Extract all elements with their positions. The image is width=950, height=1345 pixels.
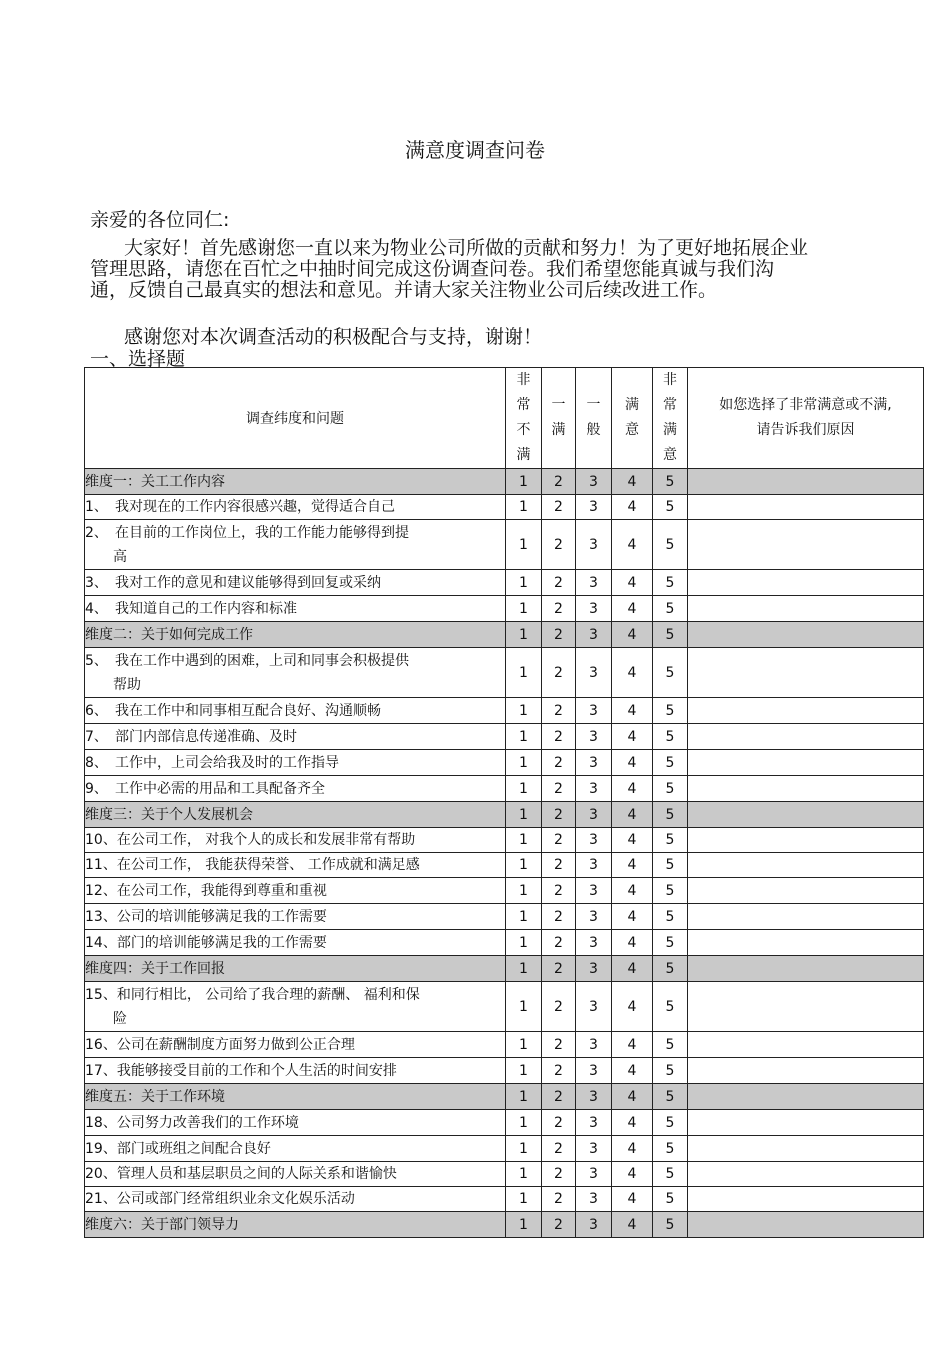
score-option[interactable]: 2 bbox=[542, 802, 576, 828]
reason-cell[interactable] bbox=[688, 469, 924, 495]
score-option[interactable]: 2 bbox=[542, 648, 576, 698]
salutation: 亲爱的各位同仁: bbox=[90, 209, 230, 231]
question-number: 19、 bbox=[85, 1140, 117, 1157]
question-text bbox=[85, 982, 506, 1032]
question-label: 我在工作中遇到的困难，上司和同事会积极提供 bbox=[115, 652, 409, 669]
question-label: 部门内部信息传递准确、及时 bbox=[115, 728, 297, 745]
score-option[interactable]: 5 bbox=[653, 828, 688, 853]
score-option[interactable]: 2 bbox=[542, 750, 576, 776]
question-row bbox=[85, 750, 924, 776]
score-option[interactable]: 2 bbox=[542, 1162, 576, 1187]
question-text bbox=[85, 1187, 506, 1212]
question-text bbox=[85, 495, 506, 520]
question-text bbox=[85, 930, 506, 956]
score-option[interactable]: 1 bbox=[506, 1032, 542, 1058]
question-row bbox=[85, 878, 924, 904]
score-option[interactable]: 2 bbox=[542, 1187, 576, 1212]
score-option[interactable]: 1 bbox=[506, 982, 542, 1032]
score-option[interactable]: 1 bbox=[506, 648, 542, 698]
dimension-label: 维度五：关于工作环境 bbox=[85, 1084, 506, 1110]
question-number: 4、 bbox=[85, 600, 108, 617]
header-scale-1 bbox=[506, 368, 542, 469]
score-option[interactable]: 5 bbox=[653, 648, 688, 698]
score-option[interactable]: 5 bbox=[653, 1136, 688, 1162]
reason-cell[interactable] bbox=[688, 878, 924, 904]
score-option[interactable]: 1 bbox=[506, 1058, 542, 1084]
score-option[interactable]: 2 bbox=[542, 724, 576, 750]
score-option[interactable]: 1 bbox=[506, 570, 542, 596]
score-option[interactable]: 2 bbox=[542, 878, 576, 904]
score-option[interactable]: 4 bbox=[612, 878, 653, 904]
score-option[interactable]: 3 bbox=[576, 776, 612, 802]
question-label: 我对现在的工作内容很感兴趣，觉得适合自己 bbox=[115, 499, 395, 515]
dimension-row bbox=[85, 469, 924, 495]
header-scale-char: 不 bbox=[516, 422, 531, 438]
question-number: 17、 bbox=[85, 1062, 117, 1079]
score-option[interactable]: 4 bbox=[612, 520, 653, 570]
score-option[interactable]: 5 bbox=[653, 802, 688, 828]
score-option[interactable]: 1 bbox=[506, 1187, 542, 1212]
reason-cell[interactable] bbox=[688, 828, 924, 853]
reason-cell[interactable] bbox=[688, 724, 924, 750]
score-option[interactable]: 3 bbox=[576, 648, 612, 698]
header-scale-4 bbox=[612, 368, 653, 469]
question-label: 工作中，上司会给我及时的工作指导 bbox=[115, 754, 339, 771]
score-option[interactable]: 1 bbox=[506, 1110, 542, 1136]
question-text bbox=[85, 596, 506, 622]
score-option[interactable]: 4 bbox=[612, 1162, 653, 1187]
header-scale-char: 满 bbox=[551, 422, 566, 438]
score-option[interactable]: 2 bbox=[542, 982, 576, 1032]
question-text bbox=[85, 1110, 506, 1136]
question-label: 在公司工作， 我能获得荣誉、 工作成就和满足感 bbox=[116, 857, 420, 873]
header-scale-char: 意 bbox=[625, 422, 639, 438]
question-number: 16、 bbox=[85, 1036, 117, 1053]
header-scale-char: 满 bbox=[516, 447, 531, 463]
score-option[interactable]: 5 bbox=[653, 596, 688, 622]
reason-cell[interactable] bbox=[688, 570, 924, 596]
score-option[interactable]: 5 bbox=[653, 1032, 688, 1058]
question-label: 在公司工作，我能得到尊重和重视 bbox=[116, 882, 327, 899]
question-row bbox=[85, 724, 924, 750]
score-option[interactable]: 3 bbox=[576, 982, 612, 1032]
score-option[interactable]: 2 bbox=[542, 469, 576, 495]
header-scale-char: 一 bbox=[551, 397, 566, 413]
score-option[interactable]: 2 bbox=[542, 1110, 576, 1136]
score-option[interactable]: 1 bbox=[506, 622, 542, 648]
question-label-continued: 险 bbox=[113, 1010, 127, 1027]
header-scale-char: 常 bbox=[516, 397, 531, 413]
score-option[interactable]: 4 bbox=[612, 1058, 653, 1084]
question-number: 20、 bbox=[85, 1166, 117, 1182]
question-number: 14、 bbox=[85, 934, 117, 951]
question-label: 部门的培训能够满足我的工作需要 bbox=[116, 934, 327, 951]
score-option[interactable]: 1 bbox=[506, 930, 542, 956]
score-option[interactable]: 5 bbox=[653, 1212, 688, 1238]
score-option[interactable]: 4 bbox=[612, 828, 653, 853]
document-title: 满意度调查问卷 bbox=[405, 138, 545, 162]
question-number: 13、 bbox=[85, 908, 117, 925]
score-option[interactable]: 2 bbox=[542, 956, 576, 982]
score-option[interactable]: 3 bbox=[576, 698, 612, 724]
score-option[interactable]: 3 bbox=[576, 802, 612, 828]
score-option[interactable]: 1 bbox=[506, 956, 542, 982]
dimension-row bbox=[85, 622, 924, 648]
score-option[interactable]: 3 bbox=[576, 878, 612, 904]
question-number: 15、 bbox=[85, 986, 117, 1003]
reason-cell[interactable] bbox=[688, 698, 924, 724]
score-option[interactable]: 4 bbox=[612, 622, 653, 648]
score-option[interactable]: 3 bbox=[576, 1212, 612, 1238]
reason-cell[interactable] bbox=[688, 1058, 924, 1084]
reason-cell[interactable] bbox=[688, 1084, 924, 1110]
score-option[interactable]: 2 bbox=[542, 1212, 576, 1238]
score-option[interactable]: 2 bbox=[542, 1136, 576, 1162]
reason-cell[interactable] bbox=[688, 1212, 924, 1238]
score-option[interactable]: 3 bbox=[576, 1110, 612, 1136]
score-option[interactable]: 1 bbox=[506, 724, 542, 750]
score-option[interactable]: 5 bbox=[653, 469, 688, 495]
score-option[interactable]: 5 bbox=[653, 956, 688, 982]
score-option[interactable]: 4 bbox=[612, 495, 653, 520]
score-option[interactable]: 3 bbox=[576, 828, 612, 853]
score-option[interactable]: 4 bbox=[612, 904, 653, 930]
header-scale-char: 意 bbox=[663, 447, 677, 463]
header-question: 调查纬度和问题 bbox=[85, 368, 506, 469]
score-option[interactable]: 1 bbox=[506, 596, 542, 622]
score-option[interactable]: 5 bbox=[653, 1187, 688, 1212]
question-label: 我能够接受目前的工作和个人生活的时间安排 bbox=[116, 1062, 397, 1079]
score-option[interactable]: 1 bbox=[506, 1212, 542, 1238]
score-option[interactable]: 1 bbox=[506, 1162, 542, 1187]
question-row bbox=[85, 1032, 924, 1058]
score-option[interactable]: 2 bbox=[542, 520, 576, 570]
question-row bbox=[85, 1136, 924, 1162]
question-label: 在目前的工作岗位上，我的工作能力能够得到提 bbox=[115, 524, 409, 541]
reason-cell[interactable] bbox=[688, 904, 924, 930]
question-row bbox=[85, 828, 924, 853]
question-text bbox=[85, 750, 506, 776]
reason-cell[interactable] bbox=[688, 1032, 924, 1058]
question-text bbox=[85, 698, 506, 724]
reason-cell[interactable] bbox=[688, 982, 924, 1032]
reason-cell[interactable] bbox=[688, 750, 924, 776]
dimension-label: 维度六：关于部门领导力 bbox=[85, 1212, 506, 1238]
score-option[interactable]: 3 bbox=[576, 853, 612, 878]
score-option[interactable]: 1 bbox=[506, 495, 542, 520]
score-option[interactable]: 4 bbox=[612, 1084, 653, 1110]
reason-cell[interactable] bbox=[688, 648, 924, 698]
score-option[interactable]: 3 bbox=[576, 1032, 612, 1058]
score-option[interactable]: 5 bbox=[653, 570, 688, 596]
reason-cell[interactable] bbox=[688, 596, 924, 622]
score-option[interactable]: 2 bbox=[542, 1058, 576, 1084]
dimension-label: 维度一：关工工作内容 bbox=[85, 469, 506, 495]
score-option[interactable]: 4 bbox=[612, 724, 653, 750]
question-number: 6、 bbox=[85, 702, 108, 719]
question-label: 公司努力改善我们的工作环境 bbox=[116, 1114, 299, 1131]
question-number: 5、 bbox=[85, 652, 108, 669]
score-option[interactable]: 2 bbox=[542, 1084, 576, 1110]
score-option[interactable]: 4 bbox=[612, 1187, 653, 1212]
reason-cell[interactable] bbox=[688, 1187, 924, 1212]
question-label: 我在工作中和同事相互配合良好、沟通顺畅 bbox=[115, 702, 381, 719]
score-option[interactable]: 2 bbox=[542, 495, 576, 520]
score-option[interactable]: 5 bbox=[653, 878, 688, 904]
dimension-label: 维度三：关于个人发展机会 bbox=[85, 802, 506, 828]
score-option[interactable]: 1 bbox=[506, 904, 542, 930]
question-text bbox=[85, 1136, 506, 1162]
score-option[interactable]: 2 bbox=[542, 570, 576, 596]
question-label: 在公司工作， 对我个人的成长和发展非常有帮助 bbox=[116, 832, 416, 848]
score-option[interactable]: 4 bbox=[612, 1212, 653, 1238]
reason-cell[interactable] bbox=[688, 776, 924, 802]
score-option[interactable]: 1 bbox=[506, 878, 542, 904]
question-number: 8、 bbox=[85, 754, 108, 771]
score-option[interactable]: 3 bbox=[576, 956, 612, 982]
score-option[interactable]: 2 bbox=[542, 698, 576, 724]
score-option[interactable]: 5 bbox=[653, 982, 688, 1032]
score-option[interactable]: 3 bbox=[576, 1084, 612, 1110]
score-option[interactable]: 1 bbox=[506, 520, 542, 570]
score-option[interactable]: 2 bbox=[542, 1032, 576, 1058]
question-label: 管理人员和基层职员之间的人际关系和谐愉快 bbox=[116, 1166, 397, 1182]
score-option[interactable]: 5 bbox=[653, 904, 688, 930]
score-option[interactable]: 2 bbox=[542, 930, 576, 956]
score-option[interactable]: 3 bbox=[576, 930, 612, 956]
survey-body bbox=[85, 469, 924, 1238]
header-reason-line: 请告诉我们原因 bbox=[756, 422, 855, 438]
question-number: 10、 bbox=[85, 832, 117, 848]
score-option[interactable]: 4 bbox=[612, 1136, 653, 1162]
question-label: 公司的培训能够满足我的工作需要 bbox=[116, 908, 327, 925]
score-option[interactable]: 3 bbox=[576, 570, 612, 596]
score-option[interactable]: 1 bbox=[506, 1136, 542, 1162]
question-row bbox=[85, 930, 924, 956]
reason-cell[interactable] bbox=[688, 956, 924, 982]
header-scale-char: 非 bbox=[663, 372, 677, 388]
score-option[interactable]: 2 bbox=[542, 776, 576, 802]
question-row bbox=[85, 1058, 924, 1084]
dimension-row bbox=[85, 802, 924, 828]
score-option[interactable]: 4 bbox=[612, 802, 653, 828]
question-number: 9、 bbox=[85, 780, 108, 797]
score-option[interactable]: 5 bbox=[653, 520, 688, 570]
question-label: 和同行相比， 公司给了我合理的薪酬、 福利和保 bbox=[116, 986, 420, 1003]
score-option[interactable]: 1 bbox=[506, 802, 542, 828]
score-option[interactable]: 1 bbox=[506, 1084, 542, 1110]
question-label: 我对工作的意见和建议能够得到回复或采纳 bbox=[115, 574, 381, 591]
question-text bbox=[85, 853, 506, 878]
question-text bbox=[85, 776, 506, 802]
score-option[interactable]: 5 bbox=[653, 930, 688, 956]
score-option[interactable]: 5 bbox=[653, 495, 688, 520]
reason-cell[interactable] bbox=[688, 1136, 924, 1162]
question-row bbox=[85, 853, 924, 878]
question-row bbox=[85, 570, 924, 596]
score-option[interactable]: 2 bbox=[542, 622, 576, 648]
score-option[interactable]: 4 bbox=[612, 570, 653, 596]
score-option[interactable]: 3 bbox=[576, 520, 612, 570]
header-reason-line: 如您选择了非常满意或不满, bbox=[719, 397, 892, 413]
question-text bbox=[85, 570, 506, 596]
dimension-row bbox=[85, 956, 924, 982]
score-option[interactable]: 3 bbox=[576, 724, 612, 750]
question-number: 3、 bbox=[85, 574, 108, 591]
question-text bbox=[85, 904, 506, 930]
question-row bbox=[85, 495, 924, 520]
score-option[interactable]: 2 bbox=[542, 904, 576, 930]
reason-cell[interactable] bbox=[688, 853, 924, 878]
header-scale-char: 一 bbox=[586, 397, 601, 413]
question-text bbox=[85, 724, 506, 750]
question-number: 1、 bbox=[85, 499, 108, 515]
score-option[interactable]: 3 bbox=[576, 1058, 612, 1084]
question-row bbox=[85, 982, 924, 1032]
score-option[interactable]: 4 bbox=[612, 596, 653, 622]
question-row bbox=[85, 596, 924, 622]
score-option[interactable]: 3 bbox=[576, 750, 612, 776]
question-row bbox=[85, 776, 924, 802]
score-option[interactable]: 3 bbox=[576, 1162, 612, 1187]
question-row bbox=[85, 520, 924, 570]
score-option[interactable]: 5 bbox=[653, 1162, 688, 1187]
score-option[interactable]: 1 bbox=[506, 469, 542, 495]
question-label: 工作中必需的用品和工具配备齐全 bbox=[115, 780, 325, 797]
dimension-row bbox=[85, 1084, 924, 1110]
question-text bbox=[85, 828, 506, 853]
reason-cell[interactable] bbox=[688, 1162, 924, 1187]
score-option[interactable]: 1 bbox=[506, 828, 542, 853]
score-option[interactable]: 5 bbox=[653, 1058, 688, 1084]
header-scale-char: 满 bbox=[625, 397, 639, 413]
question-row bbox=[85, 904, 924, 930]
question-row bbox=[85, 1162, 924, 1187]
score-option[interactable]: 4 bbox=[612, 1032, 653, 1058]
dimension-label: 维度四：关于工作回报 bbox=[85, 956, 506, 982]
question-text bbox=[85, 878, 506, 904]
score-option[interactable]: 5 bbox=[653, 724, 688, 750]
intro-paragraph: 大家好！首先感谢您一直以来为物业公司所做的贡献和努力！为了更好地拓展企业管理思路，请您在百忙之中抽时间完成这份调查问卷。我们希望您能真诚与我们沟通，反馈自己最真实的想法和意见。并请大家关注物业公司后续改进工作。 bbox=[90, 237, 809, 301]
question-label: 公司在薪酬制度方面努力做到公正合理 bbox=[116, 1036, 355, 1053]
score-option[interactable]: 4 bbox=[612, 982, 653, 1032]
question-label: 公司或部门经常组织业余文化娱乐活动 bbox=[116, 1191, 355, 1207]
question-text bbox=[85, 648, 506, 698]
header-scale-char: 满 bbox=[663, 422, 677, 438]
header-reason bbox=[688, 368, 924, 469]
score-option[interactable]: 4 bbox=[612, 930, 653, 956]
question-row bbox=[85, 698, 924, 724]
score-option[interactable]: 5 bbox=[653, 698, 688, 724]
survey-table bbox=[84, 367, 924, 1238]
score-option[interactable]: 3 bbox=[576, 495, 612, 520]
question-label-continued: 高 bbox=[113, 548, 127, 565]
score-option[interactable]: 4 bbox=[612, 698, 653, 724]
score-option[interactable]: 3 bbox=[576, 1187, 612, 1212]
score-option[interactable]: 2 bbox=[542, 828, 576, 853]
score-option[interactable]: 4 bbox=[612, 469, 653, 495]
dimension-label: 维度二：关于如何完成工作 bbox=[85, 622, 506, 648]
question-number: 11、 bbox=[85, 857, 117, 873]
score-option[interactable]: 3 bbox=[576, 596, 612, 622]
reason-cell[interactable] bbox=[688, 622, 924, 648]
question-text bbox=[85, 520, 506, 570]
question-number: 7、 bbox=[85, 728, 108, 745]
score-option[interactable]: 2 bbox=[542, 596, 576, 622]
header-scale-3 bbox=[576, 368, 612, 469]
score-option[interactable]: 1 bbox=[506, 750, 542, 776]
question-number: 21、 bbox=[85, 1191, 117, 1207]
table-header-row bbox=[85, 368, 924, 469]
reason-cell[interactable] bbox=[688, 520, 924, 570]
header-scale-5 bbox=[653, 368, 688, 469]
question-number: 18、 bbox=[85, 1114, 117, 1131]
score-option[interactable]: 5 bbox=[653, 622, 688, 648]
score-option[interactable]: 3 bbox=[576, 1136, 612, 1162]
score-option[interactable]: 3 bbox=[576, 469, 612, 495]
question-label: 我知道自己的工作内容和标准 bbox=[115, 600, 297, 617]
score-option[interactable]: 1 bbox=[506, 776, 542, 802]
section-title: 一、选择题 bbox=[90, 348, 186, 370]
score-option[interactable]: 5 bbox=[653, 1110, 688, 1136]
question-row bbox=[85, 1110, 924, 1136]
question-number: 12、 bbox=[85, 882, 117, 899]
question-text bbox=[85, 1058, 506, 1084]
score-option[interactable]: 1 bbox=[506, 853, 542, 878]
score-option[interactable]: 4 bbox=[612, 776, 653, 802]
header-scale-char: 般 bbox=[586, 422, 601, 438]
score-option[interactable]: 4 bbox=[612, 648, 653, 698]
reason-cell[interactable] bbox=[688, 802, 924, 828]
header-scale-char: 常 bbox=[663, 397, 677, 413]
score-option[interactable]: 4 bbox=[612, 750, 653, 776]
question-text bbox=[85, 1032, 506, 1058]
score-option[interactable]: 3 bbox=[576, 622, 612, 648]
score-option[interactable]: 4 bbox=[612, 853, 653, 878]
header-scale-char: 非 bbox=[516, 372, 531, 388]
thanks-line: 感谢您对本次调查活动的积极配合与支持，谢谢！ bbox=[124, 326, 543, 348]
score-option[interactable]: 2 bbox=[542, 853, 576, 878]
score-option[interactable]: 5 bbox=[653, 750, 688, 776]
reason-cell[interactable] bbox=[688, 930, 924, 956]
score-option[interactable]: 3 bbox=[576, 904, 612, 930]
score-option[interactable]: 1 bbox=[506, 698, 542, 724]
reason-cell[interactable] bbox=[688, 495, 924, 520]
dimension-row bbox=[85, 1212, 924, 1238]
score-option[interactable]: 4 bbox=[612, 956, 653, 982]
question-label: 部门或班组之间配合良好 bbox=[116, 1140, 271, 1157]
score-option[interactable]: 5 bbox=[653, 853, 688, 878]
score-option[interactable]: 5 bbox=[653, 776, 688, 802]
header-scale-2 bbox=[542, 368, 576, 469]
reason-cell[interactable] bbox=[688, 1110, 924, 1136]
question-number: 2、 bbox=[85, 524, 108, 541]
score-option[interactable]: 4 bbox=[612, 1110, 653, 1136]
question-text bbox=[85, 1162, 506, 1187]
question-label-continued: 帮助 bbox=[113, 676, 141, 693]
question-row bbox=[85, 1187, 924, 1212]
question-row bbox=[85, 648, 924, 698]
score-option[interactable]: 5 bbox=[653, 1084, 688, 1110]
